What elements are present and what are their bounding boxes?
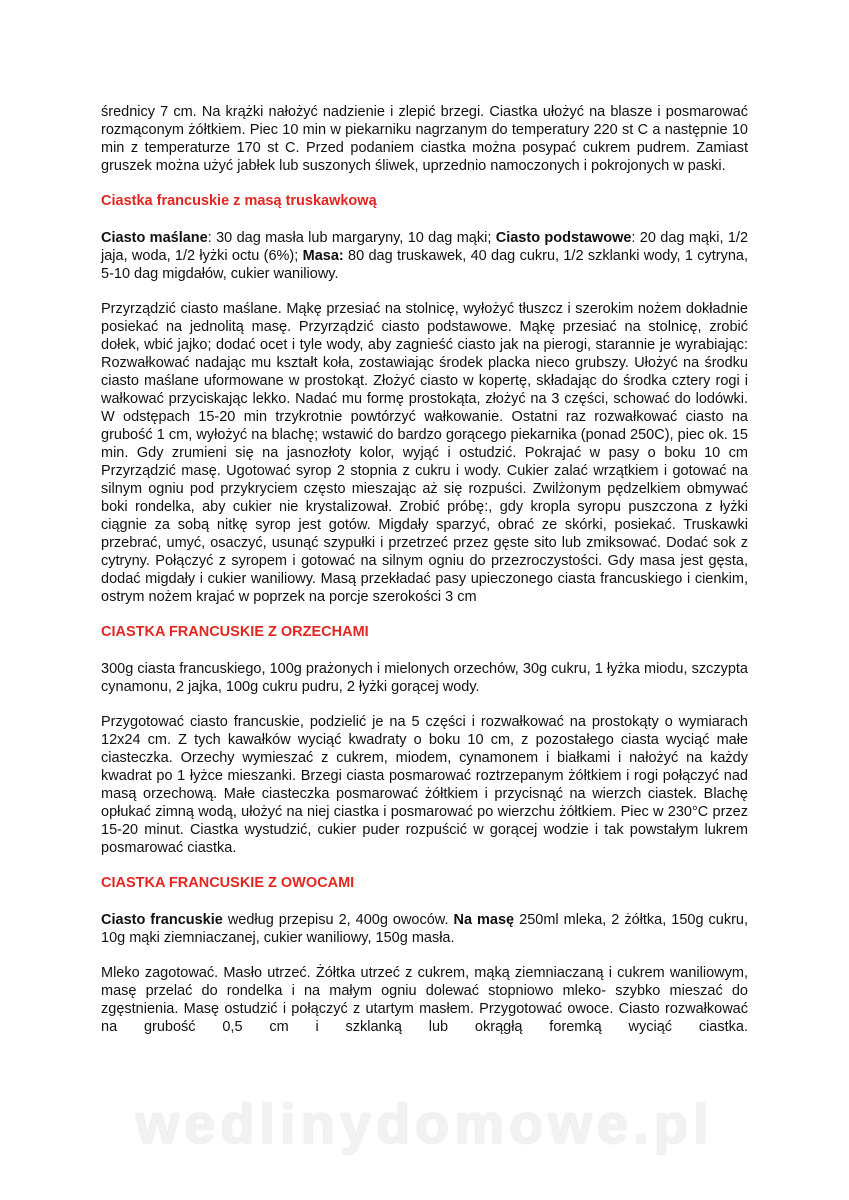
site-watermark: wedlinydomowe.pl (135, 1092, 714, 1155)
instructions-paragraph (101, 103, 748, 175)
recipe-section (101, 623, 748, 857)
text-run: Mleko zagotować. Masło utrzeć. Żółtka utrzeć z cukrem, mąką ziemniaczaną i cukrem waniliowym, masę przelać do rondelka i na małym ogniu dolewać stopniowo mleko- szybko mieszać do zgęstnienia. Masę ostudzić i połączyć z utartym masłem. Przygotować owoce. Ciasto rozwałkować na grubość 0,5 cm i szklanką lub okrągłą foremką wyciąć ciastka. (101, 965, 748, 1035)
bold-label: Ciasto maślane (101, 230, 208, 246)
instructions-paragraph (101, 964, 748, 1036)
text-run: Przygotować ciasto francuskie, podzielić je na 5 części i rozwałkować na prostokąty o wymiarach 12x24 cm. Z tych kawałków wyciąć kwadraty o boku 10 cm, z pozostałego ciasta wyciąć małe ciasteczka. Orzechy wymieszać z cukrem, miodem, cynamonem i białkami i nałożyć na każdy kwadrat po 1 łyżce mieszanki. Brzegi ciasta posmarować roztrzepanym żółtkiem i rogi połączyć nad masą orzechową. Małe ciasteczka posmarować żółtkiem i przycisnąć na wierzch ciastek. Blachę opłukać zimną wodą, ułożyć na niej ciastka i posmarować po wierzchu żółtkiem. Piec w 230°C przez 15-20 minut. Ciastka wystudzić, cukier puder rozpuścić w gorącej wodzie i tak powstałym lukrem posmarować ciastka. (101, 714, 748, 856)
text-run: Przyrządzić ciasto maślane. Mąkę przesiać na stolnicę, wyłożyć tłuszcz i szerokim nożem dokładnie posiekać na jednolitą masę. Przyrządzić ciasto podstawowe. Mąkę przesiać na stolnicę, zrobić dołek, wbić jajko; dodać ocet i tyle wody, aby zagnieść ciasto jak na pierogi, starannie je wyrabiając: Rozwałkować nadając mu kształt koła, zostawiając środek placka nieco grubszy. Ułożyć na środku ciasto maślane uformowane w prostokąt. Złożyć ciasto w kopertę, składając do środka cztery rogi i wałkować przyciskając lekko. Nadać mu formę prostokąta, złożyć na 3 części, schować do lodówki. W odstępach 15-20 min trzykrotnie powtórzyć wałkowanie. Ostatni raz rozwałkować ciasto na grubość 1 cm, wyłożyć na blachę; wstawić do bardzo gorącego piekarnika (ponad 250C), piec ok. 15 min. Gdy zrumieni się na jasnozłoty kolor, wyjąć i ostudzić. Pokrajać w pasy o boku 10 cm Przyrządzić masę. Ugotować syrop 2 stopnia z cukru i wody. Cukier zalać wrzątkiem i gotować na silnym ogniu pod przykryciem często mieszając aż się rozpuści. Zwilżonym pędzelkiem obmywać boki rondelka, aby cukier nie krystalizował. Zrobić próbę:, gdy kropla syropu puszczona z łyżki ciągnie za sobą nitkę syrop jest gotów. Migdały sparzyć, obrać ze skórki, posiekać. Truskawki przebrać, umyć, osaczyć, usunąć szypułki i przetrzeć przez gęste sito lub zmiksować. Dodać sok z cytryny. Połączyć z syropem i gotować na silnym ogniu do przezroczystości. Gdy masa jest gęsta, dodać migdały i cukier waniliowy. Masą przekładać pasy upieczonego ciasta francuskiego i cienkim, ostrym nożem krajać w poprzek na porcje szerokości 3 cm (101, 301, 748, 605)
document-body (101, 103, 748, 1053)
recipe-title: Ciastka francuskie z masą truskawkową (101, 193, 377, 209)
recipe-title: CIASTKA FRANCUSKIE Z OWOCAMI (101, 875, 355, 891)
ingredients-paragraph (101, 229, 748, 283)
instructions-paragraph (101, 713, 748, 857)
text-run: 300g ciasta francuskiego, 100g prażonych i mielonych orzechów, 30g cukru, 1 łyżka miodu, szczypta cynamonu, 2 jajka, 100g cukru pudru, 2 łyżki gorącej wody. (101, 661, 748, 695)
text-run: : 30 dag masła lub margaryny, 10 dag mąki; (207, 230, 496, 246)
recipe-title: CIASTKA FRANCUSKIE Z ORZECHAMI (101, 624, 369, 640)
recipe-section (101, 874, 748, 1036)
bold-label: Na masę (453, 912, 515, 928)
ingredients-paragraph (101, 660, 748, 696)
text-run: 250ml mleka, 2 żółtka, 150g cukru, 10g mąki ziemniaczanej, cukier waniliowy, 150g masła. (101, 912, 748, 946)
text-run: według przepisu 2, 400g owoców. (222, 912, 454, 928)
bold-label: Masa: (302, 248, 344, 264)
bold-label: Ciasto podstawowe (495, 230, 632, 246)
bold-label: Ciasto francuskie (101, 912, 223, 928)
text-run: : 20 dag mąki, 1/2 jaja, woda, 1/2 łyżki octu (6%); (101, 230, 749, 264)
text-run: 80 dag truskawek, 40 dag cukru, 1/2 szklanki wody, 1 cytryna, 5-10 dag migdałów, cukier waniliowy. (101, 248, 748, 282)
instructions-paragraph (101, 300, 748, 606)
ingredients-paragraph (101, 911, 748, 947)
text-run: średnicy 7 cm. Na krążki nałożyć nadzienie i zlepić brzegi. Ciastka ułożyć na blasze i posmarować rozmąconym żółtkiem. Piec 10 min w piekarniku nagrzanym do temperatury 220 st C a następnie 10 min z temperaturze 170 st C. Przed podaniem ciastka można posypać cukrem pudrem. Zamiast gruszek można użyć jabłek lub suszonych śliwek, uprzednio namoczonych i pokrojonych w paski. (101, 104, 748, 174)
recipe-section (101, 192, 748, 606)
continued-recipe-text (101, 103, 748, 175)
